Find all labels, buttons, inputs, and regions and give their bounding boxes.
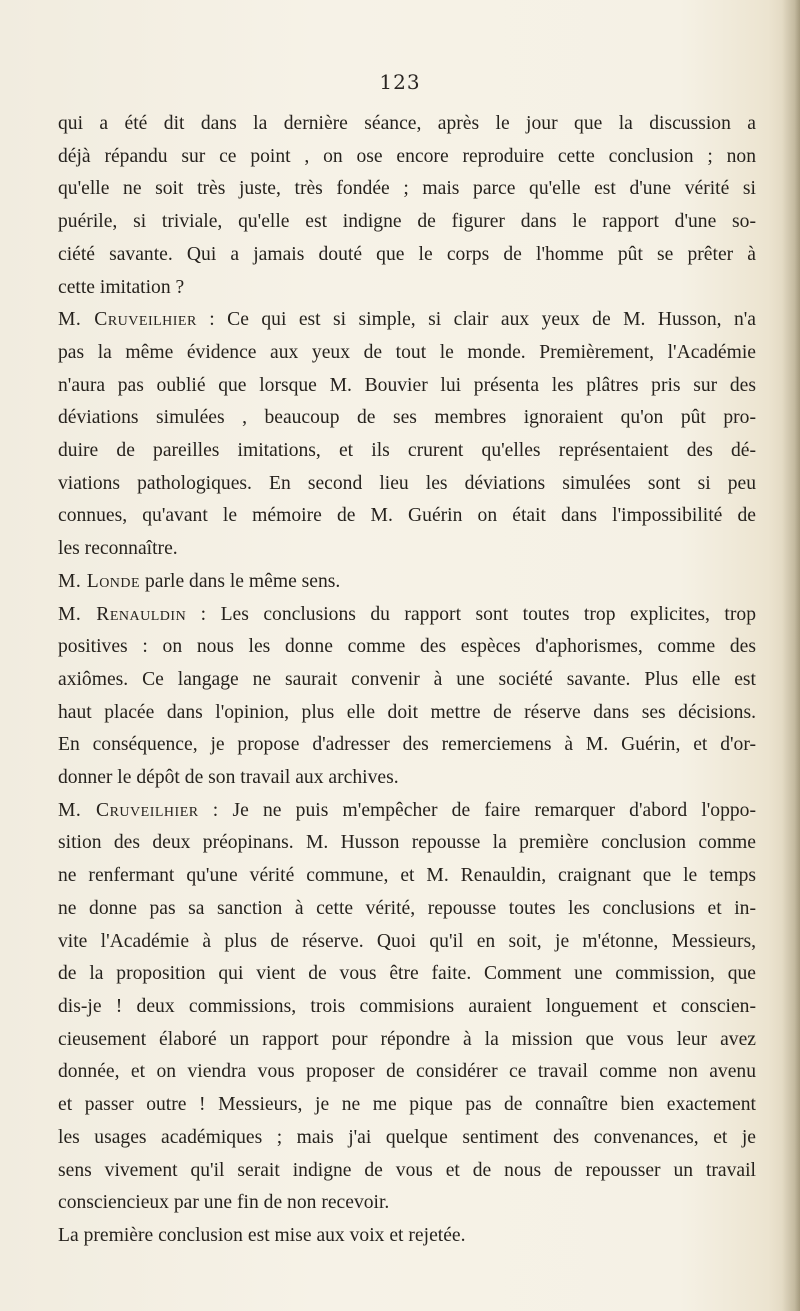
text-line: haut placée dans l'opinion, plus elle doit mettre de réserve dans ses décisions. — [58, 701, 756, 723]
text-line: viations pathologiques. En second lieu les déviations simulées sont si peu — [58, 472, 756, 494]
text-line: puérile, si triviale, qu'elle est indigne de figurer dans le rapport d'une so- — [58, 211, 756, 233]
text-line — [58, 566, 756, 599]
paragraph-londe — [58, 566, 756, 599]
text-line — [58, 599, 756, 632]
speaker-name: M. Cruveilhier — [58, 799, 199, 821]
text-line: En conséquence, je propose d'adresser des remerciemens à M. Guérin, et d'or- — [58, 734, 756, 756]
speaker-name: M. Cruveilhier — [58, 309, 197, 331]
text-line: donnée, et on viendra vous proposer de considérer ce travail comme non avenu — [58, 1061, 756, 1083]
text-line: les reconnaître. — [58, 538, 178, 560]
paragraph-cruveilhier-2 — [58, 795, 756, 1220]
text-line: sition des deux préopinans. M. Husson repousse la première conclusion comme — [58, 832, 756, 854]
text-fragment: : Je ne puis m'empêcher de faire remarquer d'abord l'oppo- — [198, 799, 757, 821]
text-line: de la proposition qui vient de vous être faite. Comment une commission, que — [58, 963, 756, 985]
text-line: qui a été dit dans la dernière séance, après le jour que la discussion a — [58, 113, 756, 134]
speaker-name: M. Londe — [58, 570, 141, 592]
text-line — [58, 795, 756, 828]
text-line: consciencieux par une fin de non recevoir. — [58, 1192, 390, 1214]
text-line: et passer outre ! Messieurs, je ne me pique pas de connaître bien exactement — [58, 1094, 756, 1116]
text-line: déjà répandu sur ce point , on ose encore reproduire cette conclusion ; non — [58, 145, 756, 167]
text-line: connues, qu'avant le mémoire de M. Guérin on était dans l'impossibilité de — [58, 505, 756, 527]
paragraph-cruveilhier-1 — [58, 304, 756, 566]
text-line: n'aura pas oublié que lorsque M. Bouvier lui présenta les plâtres pris sur des — [58, 374, 756, 396]
text-line: donner le dépôt de son travail aux archives. — [58, 767, 399, 789]
speaker-name: M. Renauldin — [58, 603, 187, 625]
text-line: pas la même évidence aux yeux de tout le monde. Premièrement, l'Académie — [58, 341, 756, 363]
text-line: ciété savante. Qui a jamais douté que le corps de l'homme pût se prêter à — [58, 243, 756, 265]
text-line: positives : on nous les donne comme des espèces d'aphorismes, comme des — [58, 636, 756, 658]
text-line: qu'elle ne soit très juste, très fondée ; mais parce qu'elle est d'une vérité si — [58, 178, 756, 200]
text-line: sens vivement qu'il serait indigne de vous et de nous de repousser un travail — [58, 1159, 756, 1181]
text-line: dis-je ! deux commissions, trois commisions auraient longuement et conscien- — [58, 995, 756, 1017]
page-number: 123 — [379, 70, 421, 94]
paragraph-vote-result — [58, 1220, 756, 1253]
text-line: ne renfermant qu'une vérité commune, et M. Renauldin, craignant que le temps — [58, 865, 756, 887]
text-line — [58, 304, 756, 337]
text-line: axiômes. Ce langage ne saurait convenir à une société savante. Plus elle est — [58, 668, 756, 690]
body-text — [58, 108, 756, 1253]
text-line: vite l'Académie à plus de réserve. Quoi qu'il en soit, je m'étonne, Messieurs, — [58, 930, 756, 952]
text-line: duire de pareilles imitations, et ils crurent qu'elles représentaient des dé- — [58, 440, 756, 462]
text-line: cieusement élaboré un rapport pour répondre à la mission que vous leur avez — [58, 1028, 756, 1050]
text-fragment: parle dans le même sens. — [140, 570, 341, 592]
page-edge-shadow — [782, 0, 800, 1311]
text-fragment: : Ce qui est si simple, si clair aux yeux de M. Husson, n'a — [196, 309, 756, 331]
text-line: déviations simulées , beaucoup de ses membres ignoraient qu'on pût pro- — [58, 407, 756, 429]
text-line: les usages académiques ; mais j'ai quelque sentiment des convenances, et je — [58, 1126, 756, 1148]
text-line: ne donne pas sa sanction à cette vérité, repousse toutes les conclusions et in- — [58, 897, 756, 919]
text-line: La première conclusion est mise aux voix et rejetée. — [58, 1224, 466, 1246]
text-line: cette imitation ? — [58, 276, 185, 298]
paragraph-continuation — [58, 108, 756, 304]
paragraph-renauldin — [58, 599, 756, 795]
text-fragment: : Les conclusions du rapport sont toutes trop explicites, trop — [186, 603, 756, 625]
